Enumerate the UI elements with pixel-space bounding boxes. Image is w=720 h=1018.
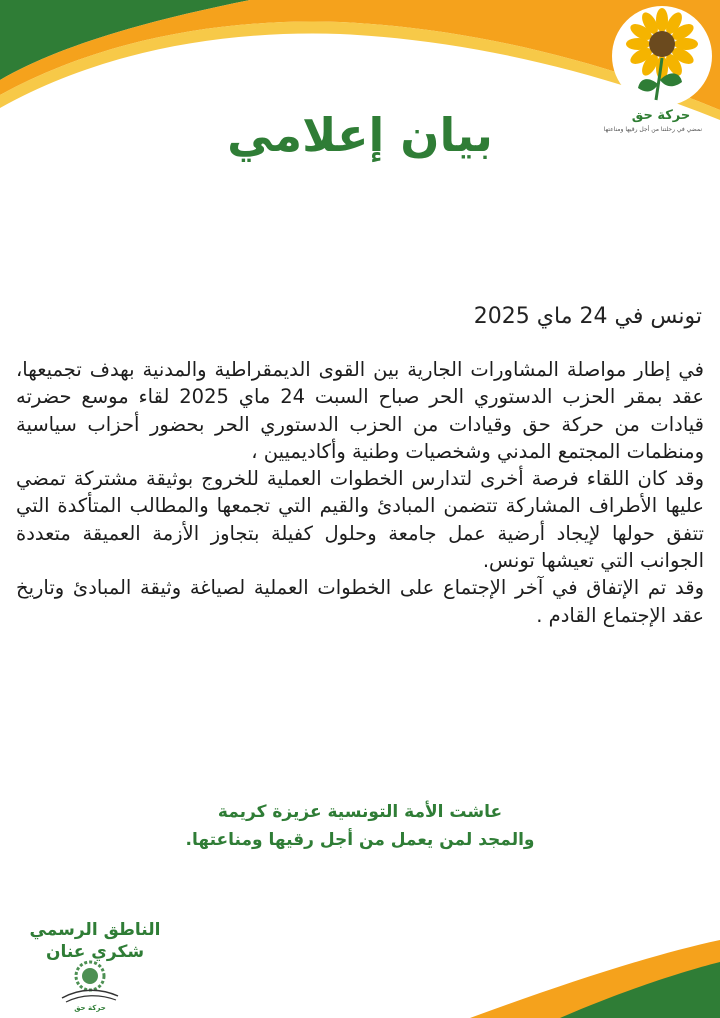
paragraph-1: في إطار مواصلة المشاورات الجارية بين القوى الديمقراطية والمدنية بهدف تجميعها، عقد بمقر الحزب الدستوري الحر صباح السبت 24 ماي 2025 لقاء موسع حضرته قيادات من حركة حق وقيادات من الحزب الدستوري الحر بحضور أحزاب سياسية ومنظمات المجتمع المدني وشخصيات وطنية وأكاديميين ، <box>16 358 704 463</box>
page-title: بيان إعلامي <box>227 108 493 162</box>
logo-name: حركة حق <box>631 108 691 123</box>
signature-name: شكري عنان <box>45 942 145 962</box>
closing-line-2: والمجد لمن يعمل من أجل رقيها ومناعتها. <box>185 830 535 850</box>
signature-role: الناطق الرسمي <box>29 920 161 940</box>
date-line: تونس في 24 ماي 2025 <box>473 304 702 329</box>
paragraph-2: وقد كان اللقاء فرصة أخرى لتدارس الخطوات العملية للخروج بوثيقة مشتركة تمضي عليها الأطراف المشاركة تتضمن المبادئ والقيم التي تجمعها والمطالب المتأكدة التي تتفق حولها لإيجاد أرضية عمل جامعة وحلول كفيلة بتجاوز الأزمة العميقة متعددة الجوانب التي تعيشها تونس. <box>16 467 704 573</box>
signature-logo-name: حركة حق <box>74 1004 106 1012</box>
statement-body <box>16 356 704 629</box>
signature-sunflower-icon <box>60 958 120 1010</box>
closing-line-1: عاشت الأمة التونسية عزيزة كريمة <box>217 802 503 822</box>
logo-slogan: نمضي في رحلتنا من أجل رقيها ومناعتها <box>603 126 702 133</box>
paragraph-3: وقد تم الإتفاق في آخر الإجتماع على الخطوات العملية لصياغة وثيقة المبادئ وتاريخ عقد الإجتماع القادم . <box>16 576 704 627</box>
